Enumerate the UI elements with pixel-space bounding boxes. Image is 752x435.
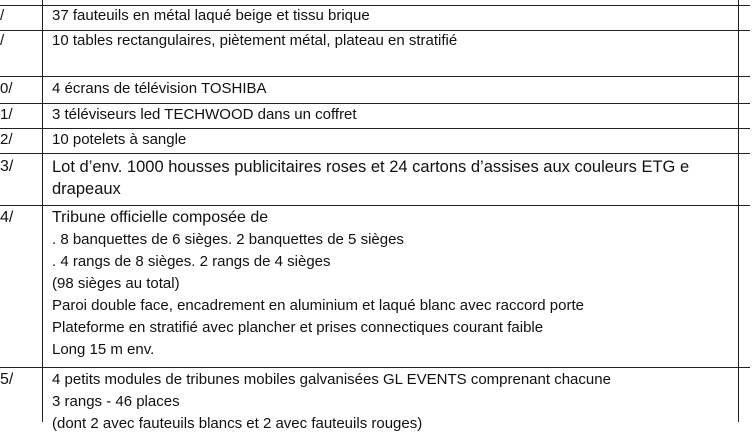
column-divider bbox=[42, 0, 43, 422]
description-line: Tribune officielle composée de bbox=[52, 209, 269, 226]
lot-number: 1/ bbox=[0, 106, 13, 123]
description-line: Plateforme en stratifié avec plancher et prises connectiques courant faible bbox=[52, 319, 544, 336]
description-line: 3 téléviseurs led TECHWOOD dans un coffret bbox=[52, 106, 357, 123]
description-line: 4 écrans de télévision TOSHIBA bbox=[52, 80, 267, 97]
description-line: (dont 2 avec fauteuils blancs et 2 avec fauteuils rouges) bbox=[52, 415, 423, 432]
row-divider bbox=[0, 76, 750, 77]
description-line: . 4 rangs de 8 sièges. 2 rangs de 4 sièges bbox=[52, 253, 331, 270]
description-line: drapeaux bbox=[52, 180, 121, 198]
lot-number: / bbox=[0, 32, 5, 49]
lot-number: 0/ bbox=[0, 80, 13, 97]
lot-description bbox=[52, 129, 752, 151]
description-line: Long 15 m env. bbox=[52, 341, 155, 358]
row-divider bbox=[0, 153, 750, 154]
lot-number: / bbox=[0, 7, 5, 24]
description-line: . 8 banquettes de 6 sièges. 2 banquettes de 5 sièges bbox=[52, 231, 404, 248]
description-line: Paroi double face, encadrement en aluminium et laqué blanc avec raccord porte bbox=[52, 297, 584, 314]
description-line: 37 fauteuils en métal laqué beige et tissu brique bbox=[52, 7, 370, 24]
description-line: 10 potelets à sangle bbox=[52, 131, 187, 148]
lot-number: 2/ bbox=[0, 131, 13, 148]
description-line: 4 petits modules de tribunes mobiles galvanisées GL EVENTS comprenant chacune bbox=[52, 371, 611, 388]
lot-number: 5/ bbox=[0, 371, 14, 388]
lot-description bbox=[52, 78, 752, 100]
lot-description bbox=[52, 156, 752, 200]
lot-description bbox=[52, 5, 752, 27]
lot-number: 3/ bbox=[0, 158, 14, 175]
lot-description bbox=[52, 369, 752, 435]
row-divider bbox=[0, 205, 750, 206]
description-line: (98 sièges au total) bbox=[52, 275, 180, 292]
lot-description bbox=[52, 104, 752, 126]
lot-description bbox=[52, 30, 752, 52]
description-line: 10 tables rectangulaires, piètement métal, plateau en stratifié bbox=[52, 32, 458, 49]
description-line: 3 rangs - 46 places bbox=[52, 393, 180, 410]
description-line: Lot d’env. 1000 housses publicitaires roses et 24 cartons d’assises aux couleurs ETG e bbox=[52, 158, 690, 176]
row-divider bbox=[0, 367, 750, 368]
lot-number: 4/ bbox=[0, 209, 14, 226]
lot-description bbox=[52, 207, 752, 361]
